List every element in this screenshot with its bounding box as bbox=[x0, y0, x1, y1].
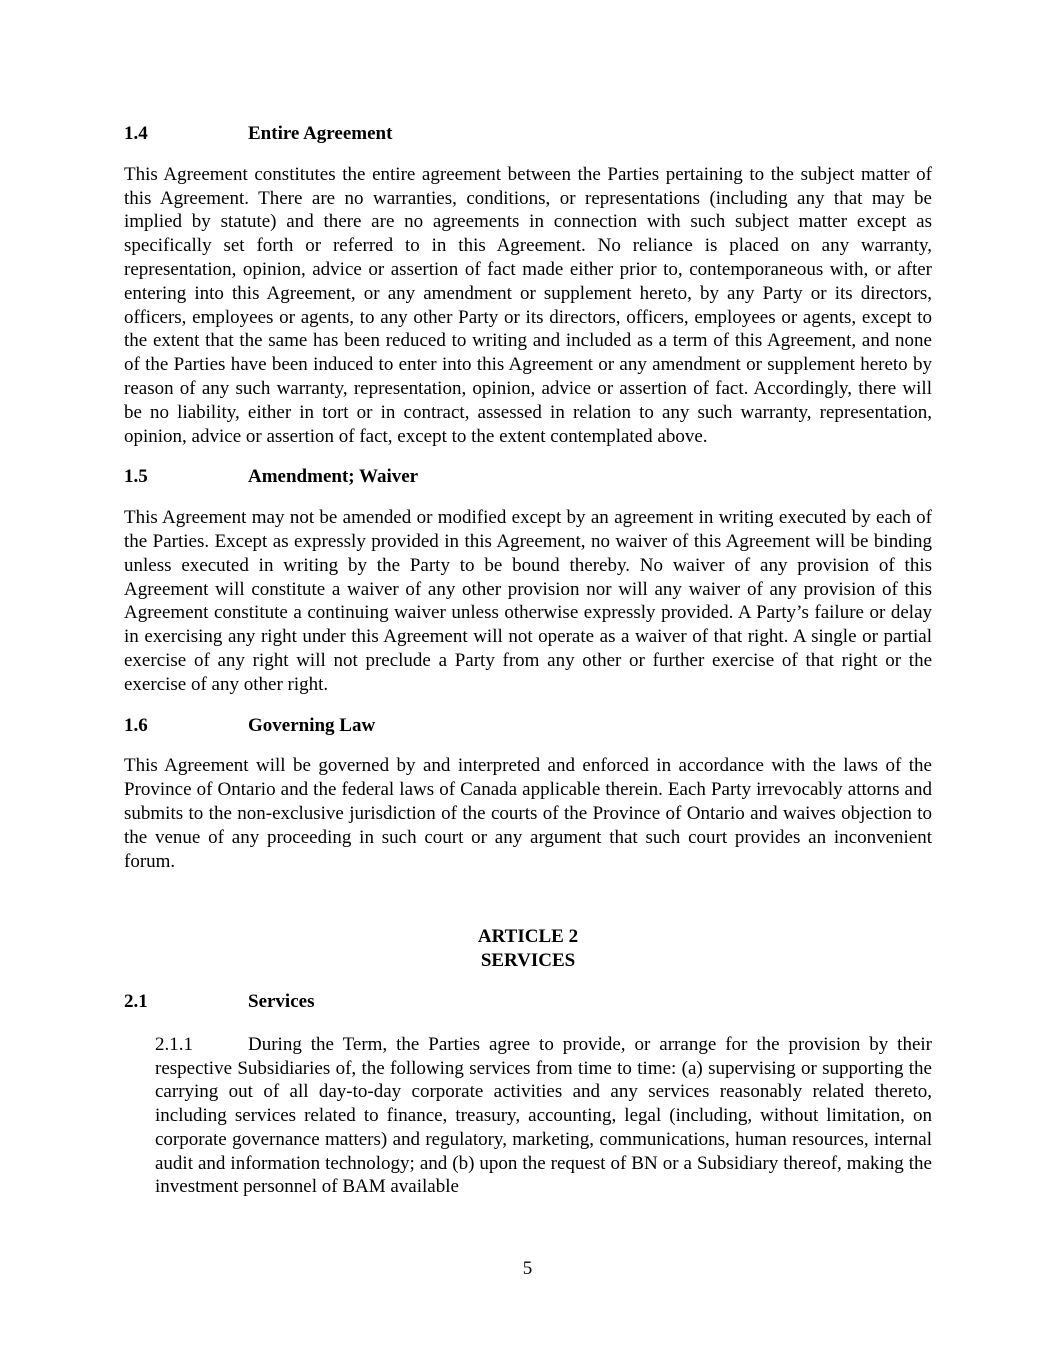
section-body-1-4: This Agreement constitutes the entire agreement between the Parties pertaining to the subject matter of this Agreement. There are no warranties, conditions, or representations (including any that may be implied by statute) and there are no agreements in connection with such subject matter except as specifically set forth or referred to in this Agreement. No reliance is placed on any warranty, representation, opinion, advice or assertion of fact made either prior to, contemporaneous with, or after entering into this Agreement, or any amendment or supplement hereto, by any Party or its directors, officers, employees or agents, to any other Party or its directors, officers, employees or agents, except to the extent that the same has been reduced to writing and included as a term of this Agreement, and none of the Parties have been induced to enter into this Agreement or any amendment or supplement hereto by reason of any such warranty, representation, opinion, advice or assertion of fact. Accordingly, there will be no liability, either in tort or in contract, assessed in relation to any such warranty, representation, opinion, advice or assertion of fact, except to the extent contemplated above. bbox=[124, 163, 932, 447]
section-title: Entire Agreement bbox=[248, 123, 393, 144]
section-title: Governing Law bbox=[248, 714, 376, 736]
section-heading-1-6 bbox=[124, 714, 932, 738]
article-title: SERVICES bbox=[480, 950, 576, 972]
article-heading bbox=[124, 925, 932, 973]
section-title: Amendment; Waiver bbox=[248, 466, 419, 488]
document-page bbox=[124, 122, 932, 1199]
section-title: Services bbox=[248, 990, 315, 1012]
section-heading-1-4 bbox=[124, 122, 932, 146]
page-number: 5 bbox=[522, 1258, 533, 1279]
section-heading-1-5 bbox=[124, 465, 932, 489]
subsection-text: During the Term, the Parties agree to provide, or arrange for the provision by their respective Subsidiaries of, the following services from time to time: (a) supervising or supporting the carrying out of all day-to-day corporate activities and any services reasonably related thereto, including services related to finance, treasury, accounting, legal (including, without limitation, on corporate governance matters) and regulatory, marketing, communications, human resources, internal audit and information technology; and (b) upon the request of BN or a Subsidiary thereof, making the investment personnel of BAM available bbox=[155, 1033, 932, 1198]
section-number: 1.6 bbox=[124, 714, 148, 736]
section-body-1-5: This Agreement may not be amended or modified except by an agreement in writing executed by each of the Parties. Except as expressly provided in this Agreement, no waiver of this Agreement will be binding unless executed in writing by the Party to be bound thereby. No waiver of any provision of this Agreement will constitute a waiver of any other provision nor will any waiver of any provision of this Agreement constitute a continuing waiver unless otherwise expressly provided. A Party’s failure or delay in exercising any right under this Agreement will not operate as a waiver of that right. A single or partial exercise of any right will not preclude a Party from any other or further exercise of that right or the exercise of any other right. bbox=[124, 507, 932, 695]
section-body-1-6: This Agreement will be governed by and interpreted and enforced in accordance with the laws of the Province of Ontario and the federal laws of Canada applicable therein. Each Party irrevocably attorns and submits to the non-exclusive jurisdiction of the courts of the Province of Ontario and waives objection to the venue of any proceeding in such court or any argument that such court provides an inconvenient forum. bbox=[124, 755, 932, 872]
subsection-body-2-1-1 bbox=[155, 1033, 932, 1200]
article-number: ARTICLE 2 bbox=[477, 926, 579, 948]
subsection-number: 2.1.1 bbox=[155, 1033, 193, 1055]
section-number: 1.5 bbox=[124, 466, 148, 488]
section-heading-2-1 bbox=[124, 990, 932, 1014]
section-number: 1.4 bbox=[124, 123, 148, 144]
section-number: 2.1 bbox=[124, 990, 148, 1012]
